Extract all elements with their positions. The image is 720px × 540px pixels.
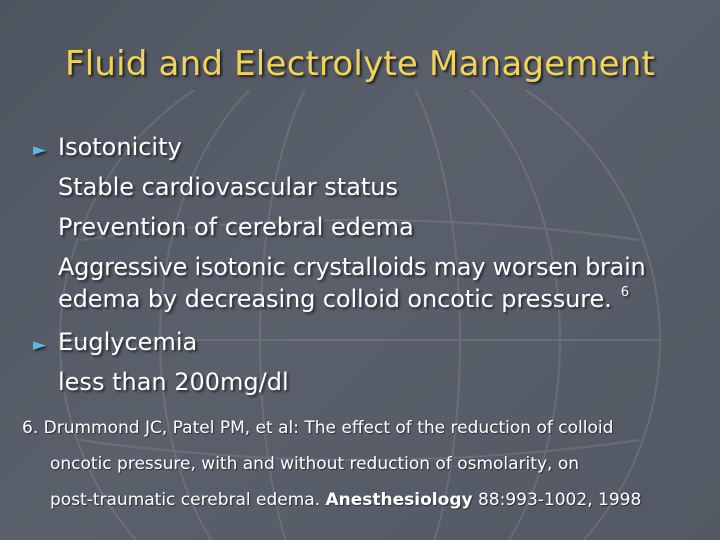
reference-line-3 xyxy=(50,490,641,510)
reference-text: post-traumatic cerebral edema. xyxy=(50,490,321,510)
reference-journal: Anesthesiology xyxy=(325,490,473,510)
bullet-line: Prevention of cerebral edema xyxy=(58,213,414,241)
triangle-right-icon: ► xyxy=(33,335,47,355)
citation-marker: 6 xyxy=(620,285,629,300)
bullet-line-text: edema by decreasing colloid oncotic pressure. xyxy=(58,285,612,313)
slide-title: Fluid and Electrolyte Management xyxy=(64,44,656,84)
reference-volume: 88:993-1002, 1998 xyxy=(477,490,642,510)
reference-line-2: oncotic pressure, with and without reduction of osmolarity, on xyxy=(50,454,579,474)
bullet-line: Stable cardiovascular status xyxy=(58,173,399,201)
bullet-heading-euglycemia: Euglycemia xyxy=(58,328,198,356)
bullet-line xyxy=(58,285,629,313)
reference-line-1: 6. Drummond JC, Patel PM, et al: The effect of the reduction of colloid xyxy=(22,418,614,438)
triangle-right-icon: ► xyxy=(33,140,47,160)
bullet-line: less than 200mg/dl xyxy=(58,368,289,396)
bullet-line: Aggressive isotonic crystalloids may worsen brain xyxy=(58,253,646,281)
bullet-heading-isotonicity: Isotonicity xyxy=(58,133,182,161)
